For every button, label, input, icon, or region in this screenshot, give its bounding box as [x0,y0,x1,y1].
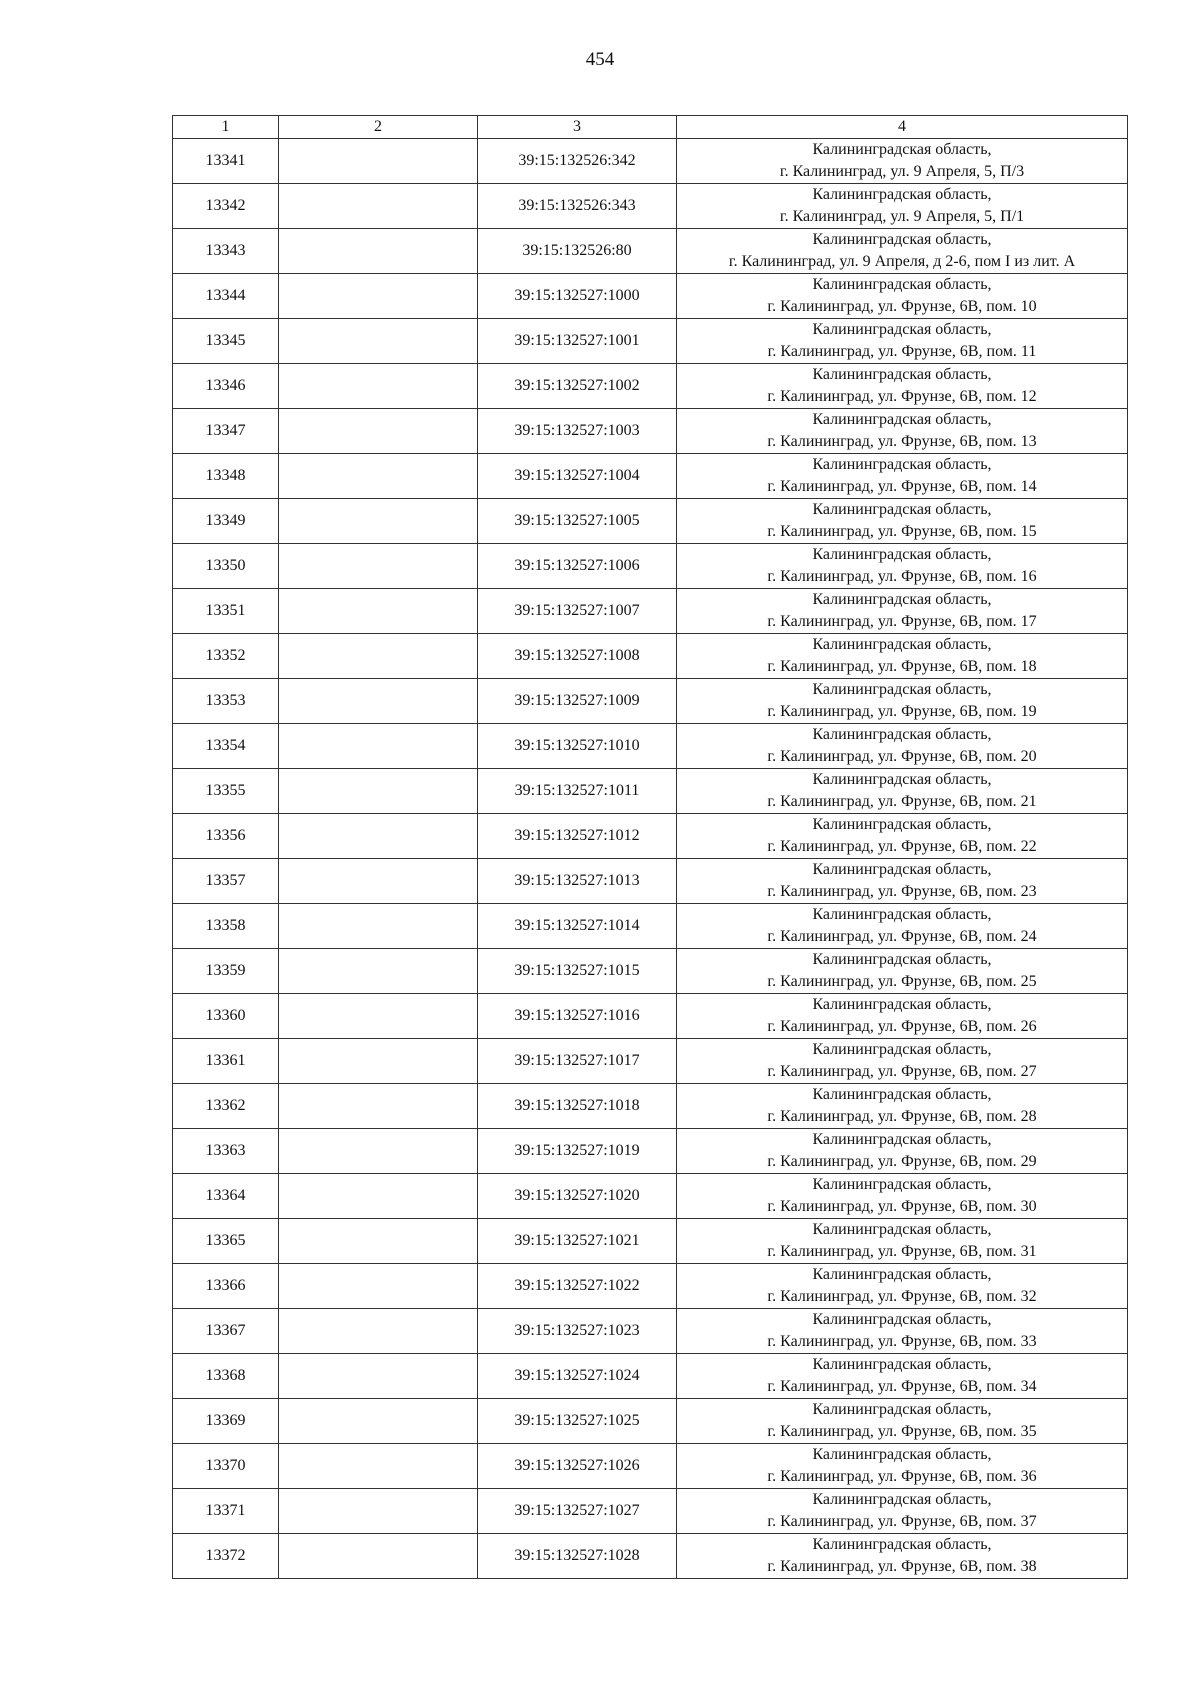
row-number-cell: 13348 [173,454,279,499]
table-row [173,499,1128,544]
empty-cell [279,1444,478,1489]
address-line: Калининградская область, [812,996,992,1013]
table-row [173,859,1128,904]
cadastral-number-cell: 39:15:132527:1011 [478,769,677,814]
address-line: Калининградская область, [812,1536,992,1553]
table-row [173,814,1128,859]
address-line: г. Калининград, ул. Фрунзе, 6В, пом. 31 [767,1243,1037,1260]
address-line: Калининградская область, [812,456,992,473]
cadastral-number-cell: 39:15:132527:1026 [478,1444,677,1489]
address-line: г. Калининград, ул. Фрунзе, 6В, пом. 29 [767,1153,1037,1170]
empty-cell [279,994,478,1039]
address-line: г. Калининград, ул. 9 Апреля, д 2-6, пом I из лит. А [728,253,1076,270]
cadastral-number-cell: 39:15:132527:1010 [478,724,677,769]
row-number-cell: 13355 [173,769,279,814]
address-line: г. Калининград, ул. 9 Апреля, 5, П/1 [779,208,1025,225]
address-line: Калининградская область, [812,366,992,383]
row-number-cell: 13370 [173,1444,279,1489]
cadastral-number-cell: 39:15:132527:1027 [478,1489,677,1534]
row-number-cell: 13341 [173,139,279,184]
empty-cell [279,1084,478,1129]
table-row [173,1354,1128,1399]
address-cell [677,454,1128,499]
address-line: Калининградская область, [812,1401,992,1418]
address-cell [677,994,1128,1039]
empty-cell [279,139,478,184]
address-line: Калининградская область, [812,1311,992,1328]
row-number-cell: 13351 [173,589,279,634]
address-line: Калининградская область, [812,186,992,203]
table-row [173,679,1128,724]
address-cell [677,679,1128,724]
empty-cell [279,589,478,634]
address-line: Калининградская область, [812,771,992,788]
address-cell [677,1174,1128,1219]
row-number-cell: 13345 [173,319,279,364]
cadastral-number-cell: 39:15:132527:1020 [478,1174,677,1219]
empty-cell [279,1309,478,1354]
address-line: г. Калининград, ул. Фрунзе, 6В, пом. 33 [767,1333,1037,1350]
cadastral-number-cell: 39:15:132527:1002 [478,364,677,409]
cadastral-number-cell: 39:15:132527:1005 [478,499,677,544]
cadastral-number-cell: 39:15:132527:1001 [478,319,677,364]
empty-cell [279,679,478,724]
address-cell [677,184,1128,229]
address-line: г. Калининград, ул. Фрунзе, 6В, пом. 36 [767,1468,1037,1485]
row-number-cell: 13368 [173,1354,279,1399]
address-cell [677,1399,1128,1444]
table-row [173,319,1128,364]
table-row [173,274,1128,319]
address-line: Калининградская область, [812,861,992,878]
cadastral-number-cell: 39:15:132527:1019 [478,1129,677,1174]
table-row [173,904,1128,949]
table-row [173,229,1128,274]
address-line: Калининградская область, [812,411,992,428]
address-line: г. Калининград, ул. Фрунзе, 6В, пом. 38 [767,1558,1037,1575]
row-number-cell: 13343 [173,229,279,274]
address-cell [677,724,1128,769]
cadastral-number-cell: 39:15:132527:1009 [478,679,677,724]
registry-table [172,115,1128,1579]
address-line: г. Калининград, ул. Фрунзе, 6В, пом. 32 [767,1288,1037,1305]
cadastral-number-cell: 39:15:132527:1012 [478,814,677,859]
address-line: г. Калининград, ул. Фрунзе, 6В, пом. 20 [767,748,1037,765]
empty-cell [279,274,478,319]
row-number-cell: 13371 [173,1489,279,1534]
row-number-cell: 13346 [173,364,279,409]
address-cell [677,229,1128,274]
address-cell [677,1039,1128,1084]
empty-cell [279,1219,478,1264]
empty-cell [279,1399,478,1444]
table-row [173,634,1128,679]
empty-cell [279,319,478,364]
row-number-cell: 13354 [173,724,279,769]
row-number-cell: 13359 [173,949,279,994]
row-number-cell: 13363 [173,1129,279,1174]
empty-cell [279,724,478,769]
page-number: 454 [585,49,615,70]
address-cell [677,1219,1128,1264]
address-line: г. Калининград, ул. Фрунзе, 6В, пом. 27 [767,1063,1037,1080]
address-line: Калининградская область, [812,1356,992,1373]
empty-cell [279,904,478,949]
address-line: Калининградская область, [812,321,992,338]
cadastral-number-cell: 39:15:132527:1024 [478,1354,677,1399]
row-number-cell: 13365 [173,1219,279,1264]
row-number-cell: 13360 [173,994,279,1039]
empty-cell [279,454,478,499]
address-line: г. Калининград, ул. Фрунзе, 6В, пом. 11 [767,343,1037,360]
address-line: Калининградская область, [812,906,992,923]
address-line: г. Калининград, ул. Фрунзе, 6В, пом. 18 [767,658,1037,675]
row-number-cell: 13352 [173,634,279,679]
cadastral-number-cell: 39:15:132527:1008 [478,634,677,679]
empty-cell [279,859,478,904]
cadastral-number-cell: 39:15:132527:1003 [478,409,677,454]
address-cell [677,319,1128,364]
row-number-cell: 13362 [173,1084,279,1129]
address-line: Калининградская область, [812,816,992,833]
address-cell [677,1534,1128,1579]
address-line: г. Калининград, ул. Фрунзе, 6В, пом. 34 [767,1378,1037,1395]
cadastral-number-cell: 39:15:132527:1007 [478,589,677,634]
header-col-2: 2 [279,116,478,139]
cadastral-number-cell: 39:15:132527:1021 [478,1219,677,1264]
table-row [173,1129,1128,1174]
address-cell [677,139,1128,184]
table-row [173,1039,1128,1084]
address-line: г. Калининград, ул. Фрунзе, 6В, пом. 25 [767,973,1037,990]
row-number-cell: 13367 [173,1309,279,1354]
cadastral-number-cell: 39:15:132527:1022 [478,1264,677,1309]
empty-cell [279,1174,478,1219]
address-line: Калининградская область, [812,726,992,743]
address-line: г. Калининград, ул. Фрунзе, 6В, пом. 13 [767,433,1037,450]
address-line: Калининградская область, [812,1446,992,1463]
address-line: Калининградская область, [812,141,992,158]
cadastral-number-cell: 39:15:132526:342 [478,139,677,184]
address-cell [677,859,1128,904]
address-line: г. Калининград, ул. Фрунзе, 6В, пом. 30 [767,1198,1037,1215]
address-cell [677,1129,1128,1174]
empty-cell [279,499,478,544]
cadastral-number-cell: 39:15:132527:1004 [478,454,677,499]
table-row [173,1444,1128,1489]
cadastral-number-cell: 39:15:132527:1025 [478,1399,677,1444]
address-cell [677,1264,1128,1309]
address-cell [677,634,1128,679]
empty-cell [279,409,478,454]
row-number-cell: 13344 [173,274,279,319]
address-line: г. Калининград, ул. Фрунзе, 6В, пом. 10 [767,298,1037,315]
address-cell [677,1084,1128,1129]
empty-cell [279,229,478,274]
table-row [173,769,1128,814]
address-line: Калининградская область, [812,501,992,518]
empty-cell [279,769,478,814]
table-body [173,139,1128,1579]
address-line: г. Калининград, ул. 9 Апреля, 5, П/3 [779,163,1025,180]
address-line: Калининградская область, [812,951,992,968]
address-line: Калининградская область, [812,546,992,563]
address-line: г. Калининград, ул. Фрунзе, 6В, пом. 21 [767,793,1037,810]
address-line: Калининградская область, [812,636,992,653]
address-line: г. Калининград, ул. Фрунзе, 6В, пом. 17 [767,613,1037,630]
empty-cell [279,184,478,229]
row-number-cell: 13347 [173,409,279,454]
address-line: Калининградская область, [812,1491,992,1508]
address-cell [677,409,1128,454]
table-row [173,1399,1128,1444]
cadastral-number-cell: 39:15:132526:80 [478,229,677,274]
table-row [173,1084,1128,1129]
table-row [173,1174,1128,1219]
address-line: Калининградская область, [812,231,992,248]
address-cell [677,589,1128,634]
cadastral-number-cell: 39:15:132527:1028 [478,1534,677,1579]
address-line: Калининградская область, [812,1041,992,1058]
address-cell [677,364,1128,409]
table-row [173,139,1128,184]
table-row [173,184,1128,229]
address-cell [677,544,1128,589]
cadastral-number-cell: 39:15:132527:1015 [478,949,677,994]
address-line: г. Калининград, ул. Фрунзе, 6В, пом. 28 [767,1108,1037,1125]
row-number-cell: 13356 [173,814,279,859]
address-line: Калининградская область, [812,1266,992,1283]
cadastral-number-cell: 39:15:132527:1013 [478,859,677,904]
table-row [173,544,1128,589]
cadastral-number-cell: 39:15:132527:1014 [478,904,677,949]
address-cell [677,1309,1128,1354]
header-row [173,116,1128,139]
row-number-cell: 13353 [173,679,279,724]
address-cell [677,1489,1128,1534]
address-line: Калининградская область, [812,1221,992,1238]
address-cell [677,274,1128,319]
address-line: Калининградская область, [812,276,992,293]
address-line: г. Калининград, ул. Фрунзе, 6В, пом. 14 [767,478,1037,495]
address-line: г. Калининград, ул. Фрунзе, 6В, пом. 16 [767,568,1037,585]
address-cell [677,1354,1128,1399]
address-line: г. Калининград, ул. Фрунзе, 6В, пом. 24 [767,928,1037,945]
address-line: г. Калининград, ул. Фрунзе, 6В, пом. 19 [767,703,1037,720]
empty-cell [279,1489,478,1534]
header-col-3: 3 [478,116,677,139]
row-number-cell: 13349 [173,499,279,544]
address-line: Калининградская область, [812,1176,992,1193]
address-cell [677,949,1128,994]
cadastral-number-cell: 39:15:132527:1018 [478,1084,677,1129]
table-row [173,364,1128,409]
address-line: г. Калининград, ул. Фрунзе, 6В, пом. 23 [767,883,1037,900]
table-row [173,1489,1128,1534]
empty-cell [279,364,478,409]
table-row [173,409,1128,454]
table-row [173,589,1128,634]
empty-cell [279,949,478,994]
header-col-4: 4 [677,116,1128,139]
address-cell [677,769,1128,814]
row-number-cell: 13358 [173,904,279,949]
empty-cell [279,1264,478,1309]
table-row [173,994,1128,1039]
row-number-cell: 13366 [173,1264,279,1309]
row-number-cell: 13372 [173,1534,279,1579]
address-line: Калининградская область, [812,681,992,698]
table-row [173,949,1128,994]
row-number-cell: 13369 [173,1399,279,1444]
cadastral-number-cell: 39:15:132527:1023 [478,1309,677,1354]
address-cell [677,904,1128,949]
row-number-cell: 13342 [173,184,279,229]
header-col-1: 1 [173,116,279,139]
address-line: г. Калининград, ул. Фрунзе, 6В, пом. 35 [767,1423,1037,1440]
address-line: Калининградская область, [812,591,992,608]
address-line: г. Калининград, ул. Фрунзе, 6В, пом. 26 [767,1018,1037,1035]
cadastral-number-cell: 39:15:132527:1017 [478,1039,677,1084]
address-cell [677,499,1128,544]
address-cell [677,1444,1128,1489]
empty-cell [279,1354,478,1399]
empty-cell [279,1534,478,1579]
cadastral-number-cell: 39:15:132526:343 [478,184,677,229]
address-line: Калининградская область, [812,1131,992,1148]
empty-cell [279,1039,478,1084]
cadastral-number-cell: 39:15:132527:1016 [478,994,677,1039]
address-line: г. Калининград, ул. Фрунзе, 6В, пом. 12 [767,388,1037,405]
table-row [173,1534,1128,1579]
empty-cell [279,1129,478,1174]
cadastral-number-cell: 39:15:132527:1000 [478,274,677,319]
table-header [173,116,1128,139]
address-line: г. Калининград, ул. Фрунзе, 6В, пом. 22 [767,838,1037,855]
table-row [173,724,1128,769]
empty-cell [279,814,478,859]
address-line: г. Калининград, ул. Фрунзе, 6В, пом. 37 [767,1513,1037,1530]
empty-cell [279,634,478,679]
row-number-cell: 13350 [173,544,279,589]
table-row [173,1309,1128,1354]
table-row [173,454,1128,499]
row-number-cell: 13364 [173,1174,279,1219]
cadastral-number-cell: 39:15:132527:1006 [478,544,677,589]
table-row [173,1219,1128,1264]
empty-cell [279,544,478,589]
address-line: Калининградская область, [812,1086,992,1103]
row-number-cell: 13357 [173,859,279,904]
address-line: г. Калининград, ул. Фрунзе, 6В, пом. 15 [767,523,1037,540]
address-cell [677,814,1128,859]
row-number-cell: 13361 [173,1039,279,1084]
table-row [173,1264,1128,1309]
